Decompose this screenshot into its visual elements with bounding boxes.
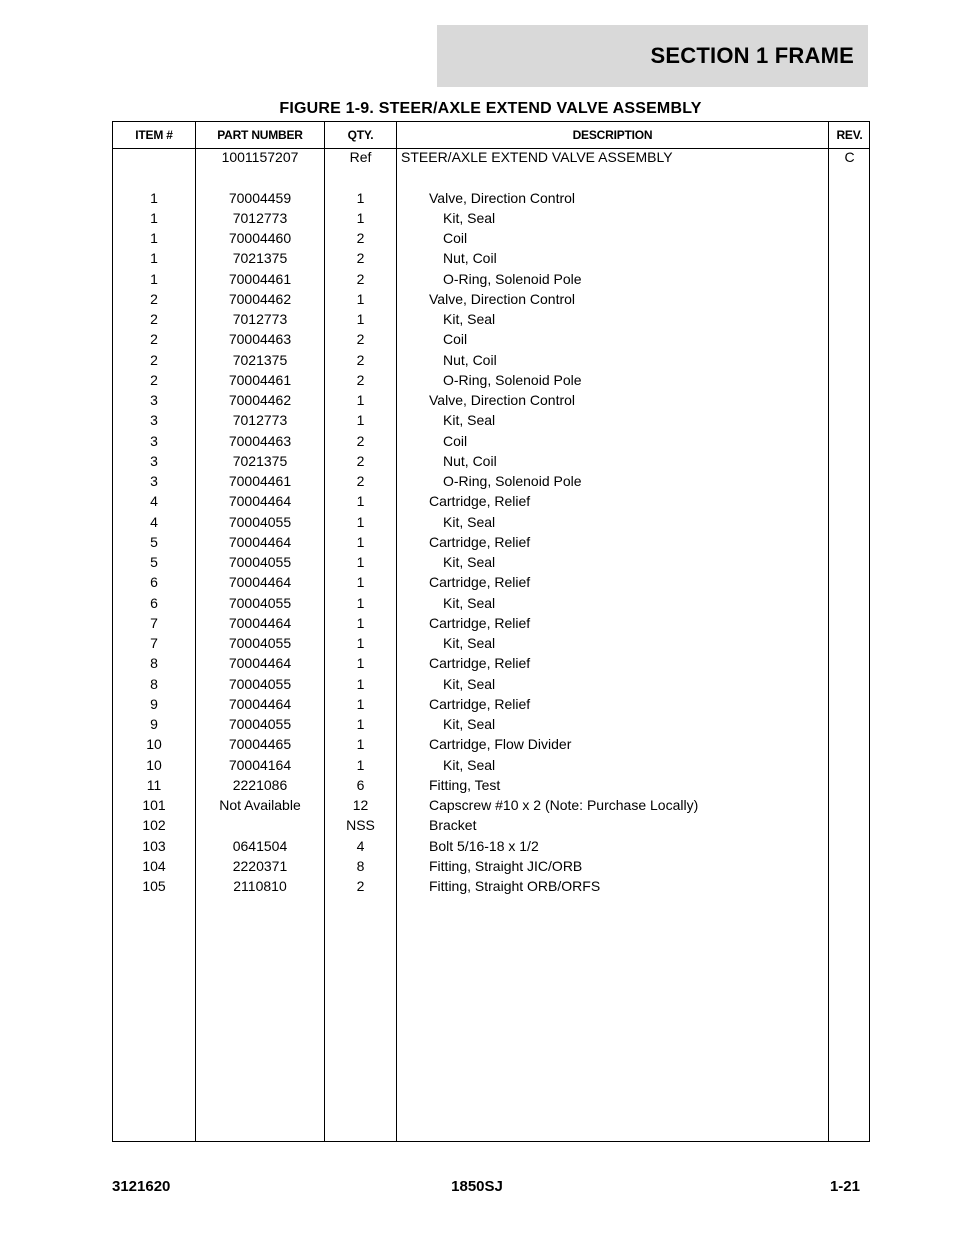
cell-item: 104 <box>142 857 166 874</box>
cell-item: 2 <box>150 331 158 348</box>
cell-description: Coil <box>443 432 468 449</box>
parts-table <box>112 121 870 1142</box>
cell-part-number: 70004464 <box>228 695 292 712</box>
cell-qty: 1 <box>356 574 365 591</box>
cell-part-number: 70004464 <box>228 493 292 510</box>
cell-part-number: 70004055 <box>228 716 292 732</box>
cell-qty: 1 <box>356 655 365 672</box>
cell-qty: 2 <box>356 351 365 368</box>
cell-description: Fitting, Test <box>429 776 501 793</box>
cell-qty: 2 <box>356 270 365 287</box>
table-row <box>113 634 869 654</box>
cell-item: 6 <box>150 574 158 591</box>
cell-item: 2 <box>150 351 158 368</box>
cell-description: Cartridge, Relief <box>429 695 531 712</box>
cell-description: Fitting, Straight ORB/ORFS <box>429 878 601 894</box>
table-row <box>113 796 869 816</box>
cell-item: 8 <box>150 675 158 692</box>
cell-item: 3 <box>150 392 158 408</box>
cell-description: O-Ring, Solenoid Pole <box>443 371 582 388</box>
cell-item: 2 <box>150 290 158 307</box>
cell-qty: 1 <box>356 675 365 692</box>
section-header-band <box>437 25 868 87</box>
cell-part-number: 70004464 <box>228 655 292 672</box>
cell-description: Kit, Seal <box>443 311 496 327</box>
table-row <box>113 290 869 310</box>
cell-item: 102 <box>142 817 166 834</box>
table-row <box>113 310 869 330</box>
cell-item: 11 <box>146 776 162 793</box>
cell-part-number: Not Available <box>219 797 301 813</box>
cell-item: 1 <box>150 270 158 287</box>
table-row <box>113 675 869 695</box>
cell-part-number: 7021375 <box>232 250 288 267</box>
cell-part-number: 70004464 <box>228 614 292 631</box>
cell-description: STEER/AXLE EXTEND VALVE ASSEMBLY <box>401 149 673 165</box>
table-row <box>113 391 869 411</box>
cell-part-number: 2110810 <box>233 878 287 894</box>
cell-description: Kit, Seal <box>443 594 496 611</box>
table-row <box>113 452 869 472</box>
column-header-qty: QTY. <box>347 128 374 142</box>
cell-description: Nut, Coil <box>443 452 497 469</box>
figure-title: FIGURE 1-9. STEER/AXLE EXTEND VALVE ASSEMBLY <box>279 100 702 117</box>
cell-part-number: 70004164 <box>228 756 292 773</box>
cell-description: Cartridge, Flow Divider <box>429 736 572 753</box>
cell-qty: 1 <box>356 756 365 773</box>
table-row <box>113 654 869 674</box>
cell-description: Kit, Seal <box>443 513 496 530</box>
cell-item: 1 <box>150 189 158 206</box>
cell-description: Bracket <box>429 817 477 834</box>
cell-part-number: 70004463 <box>228 432 292 449</box>
cell-part-number: 2220371 <box>232 857 288 874</box>
cell-part-number: 70004464 <box>228 533 292 550</box>
cell-part-number: 7021375 <box>232 351 288 368</box>
cell-description: Valve, Direction Control <box>429 290 576 307</box>
cell-description: O-Ring, Solenoid Pole <box>443 270 582 287</box>
table-row <box>113 715 869 735</box>
footer-model: 1850SJ <box>451 1178 503 1195</box>
column-header-part-number: PART NUMBER <box>217 128 303 142</box>
cell-item: 101 <box>142 797 166 813</box>
cell-description: Kit, Seal <box>443 716 496 732</box>
cell-description: Bolt 5/16-18 x 1/2 <box>429 837 539 854</box>
column-header-item: ITEM # <box>135 128 173 142</box>
cell-part-number: 1001157207 <box>221 149 299 165</box>
cell-qty: 6 <box>356 776 365 793</box>
table-row <box>113 816 869 836</box>
cell-qty: NSS <box>346 817 375 834</box>
cell-item: 105 <box>142 878 166 894</box>
cell-description: Kit, Seal <box>443 209 496 226</box>
cell-item: 103 <box>142 837 166 854</box>
footer-page-number: 1-21 <box>829 1178 860 1195</box>
cell-part-number: 7012773 <box>232 311 288 327</box>
cell-qty: 2 <box>356 452 365 469</box>
cell-item: 3 <box>150 412 158 429</box>
cell-qty: 1 <box>356 189 365 206</box>
cell-description: Coil <box>443 331 468 348</box>
cell-part-number: 70004463 <box>228 331 292 348</box>
table-row <box>113 189 869 209</box>
footer-doc-number: 3121620 <box>112 1178 171 1195</box>
cell-qty: 1 <box>356 533 365 550</box>
cell-description: Cartridge, Relief <box>429 533 531 550</box>
table-row <box>113 492 869 512</box>
table-row <box>113 351 869 371</box>
cell-description: Kit, Seal <box>443 554 496 570</box>
cell-item: 9 <box>150 695 158 712</box>
cell-qty: 2 <box>356 230 365 246</box>
cell-description: Fitting, Straight JIC/ORB <box>429 857 583 874</box>
cell-part-number: 70004461 <box>228 270 292 287</box>
cell-part-number: 70004462 <box>228 392 292 408</box>
cell-description: Kit, Seal <box>443 412 496 429</box>
cell-qty: 1 <box>356 209 365 226</box>
cell-description: Kit, Seal <box>443 756 496 773</box>
cell-item: 1 <box>150 250 158 267</box>
cell-item: 4 <box>150 493 158 510</box>
table-row <box>113 553 869 573</box>
cell-qty: 2 <box>356 878 365 894</box>
cell-description: Cartridge, Relief <box>429 493 531 510</box>
cell-part-number: 7012773 <box>232 209 288 226</box>
cell-item: 4 <box>150 513 158 530</box>
cell-part-number: 70004465 <box>228 736 292 753</box>
table-row <box>113 573 869 593</box>
table-row <box>113 776 869 796</box>
cell-qty: 1 <box>356 412 365 429</box>
cell-qty: 12 <box>352 797 369 813</box>
cell-item: 2 <box>150 371 158 388</box>
table-row <box>113 594 869 614</box>
cell-part-number: 70004055 <box>228 554 292 570</box>
cell-description: Cartridge, Relief <box>429 614 531 631</box>
cell-description: Valve, Direction Control <box>429 189 576 206</box>
table-row <box>113 411 869 431</box>
cell-qty: 2 <box>356 432 365 449</box>
cell-part-number: 70004464 <box>228 574 292 591</box>
cell-item: 3 <box>150 473 158 489</box>
cell-part-number: 70004461 <box>228 371 292 388</box>
cell-item: 5 <box>150 554 158 570</box>
cell-qty: 1 <box>356 554 365 570</box>
cell-qty: 1 <box>356 716 365 732</box>
cell-item: 3 <box>150 432 158 449</box>
cell-part-number: 70004055 <box>228 594 292 611</box>
cell-description: Kit, Seal <box>443 675 496 692</box>
cell-part-number: 70004055 <box>228 675 292 692</box>
cell-description: Nut, Coil <box>443 351 497 368</box>
cell-qty: 1 <box>356 736 365 753</box>
cell-description: Capscrew #10 x 2 (Note: Purchase Locally) <box>429 797 699 813</box>
table-row <box>113 229 869 249</box>
cell-item: 8 <box>150 655 158 672</box>
cell-part-number: 70004459 <box>228 189 292 206</box>
table-row <box>113 472 869 492</box>
cell-item: 6 <box>150 594 158 611</box>
cell-qty: Ref <box>349 149 372 165</box>
section-title: SECTION 1 FRAME <box>650 43 854 68</box>
table-row <box>113 756 869 776</box>
cell-item: 2 <box>150 311 158 327</box>
cell-qty: 8 <box>356 857 365 874</box>
column-header-description: DESCRIPTION <box>572 128 653 142</box>
cell-description: Cartridge, Relief <box>429 574 531 591</box>
cell-qty: 1 <box>356 614 365 631</box>
cell-part-number: 7012773 <box>232 412 288 429</box>
cell-part-number: 70004461 <box>228 473 292 489</box>
cell-item: 5 <box>150 533 158 550</box>
table-body <box>113 148 869 897</box>
table-row <box>113 877 869 897</box>
cell-part-number: 70004462 <box>228 290 292 307</box>
table-row <box>113 837 869 857</box>
cell-item: 10 <box>146 736 162 753</box>
cell-qty: 2 <box>356 371 365 388</box>
cell-qty: 1 <box>356 695 365 712</box>
cell-description: Valve, Direction Control <box>429 392 576 408</box>
cell-qty: 1 <box>356 635 365 651</box>
table-row <box>113 432 869 452</box>
cell-description: O-Ring, Solenoid Pole <box>443 473 582 489</box>
table-row <box>113 270 869 290</box>
table-row <box>113 249 869 269</box>
table-row <box>113 330 869 350</box>
cell-item: 7 <box>150 614 158 631</box>
table-row <box>113 695 869 715</box>
cell-item: 9 <box>150 716 158 732</box>
cell-qty: 1 <box>356 392 365 408</box>
cell-rev: C <box>844 149 855 165</box>
cell-item: 1 <box>150 209 158 226</box>
table-row <box>113 148 869 168</box>
table-row <box>113 857 869 877</box>
cell-part-number: 70004055 <box>228 513 292 530</box>
cell-description: Cartridge, Relief <box>429 655 531 672</box>
cell-item: 10 <box>146 756 162 773</box>
cell-part-number: 70004460 <box>228 230 292 246</box>
cell-qty: 1 <box>356 513 365 530</box>
cell-qty: 1 <box>356 493 365 510</box>
table-row <box>113 371 869 391</box>
cell-qty: 1 <box>356 594 365 611</box>
cell-part-number: 7021375 <box>232 452 288 469</box>
cell-qty: 2 <box>356 331 365 348</box>
cell-qty: 2 <box>356 473 365 489</box>
column-header-rev: REV. <box>836 128 863 142</box>
table-row <box>113 735 869 755</box>
cell-part-number: 70004055 <box>228 635 292 651</box>
table-row <box>113 614 869 634</box>
table-row <box>113 209 869 229</box>
cell-qty: 2 <box>356 250 365 267</box>
cell-part-number: 0641504 <box>232 837 288 854</box>
table-row <box>113 513 869 533</box>
cell-item: 7 <box>150 635 158 651</box>
cell-qty: 1 <box>356 290 365 307</box>
cell-item: 1 <box>150 230 158 246</box>
cell-description: Kit, Seal <box>443 635 496 651</box>
cell-qty: 4 <box>356 837 365 854</box>
cell-part-number: 2221086 <box>232 776 288 793</box>
cell-item: 3 <box>150 452 158 469</box>
table-row <box>113 168 869 188</box>
table-row <box>113 533 869 553</box>
cell-description: Coil <box>443 230 468 246</box>
cell-description: Nut, Coil <box>443 250 497 267</box>
cell-qty: 1 <box>356 311 365 327</box>
